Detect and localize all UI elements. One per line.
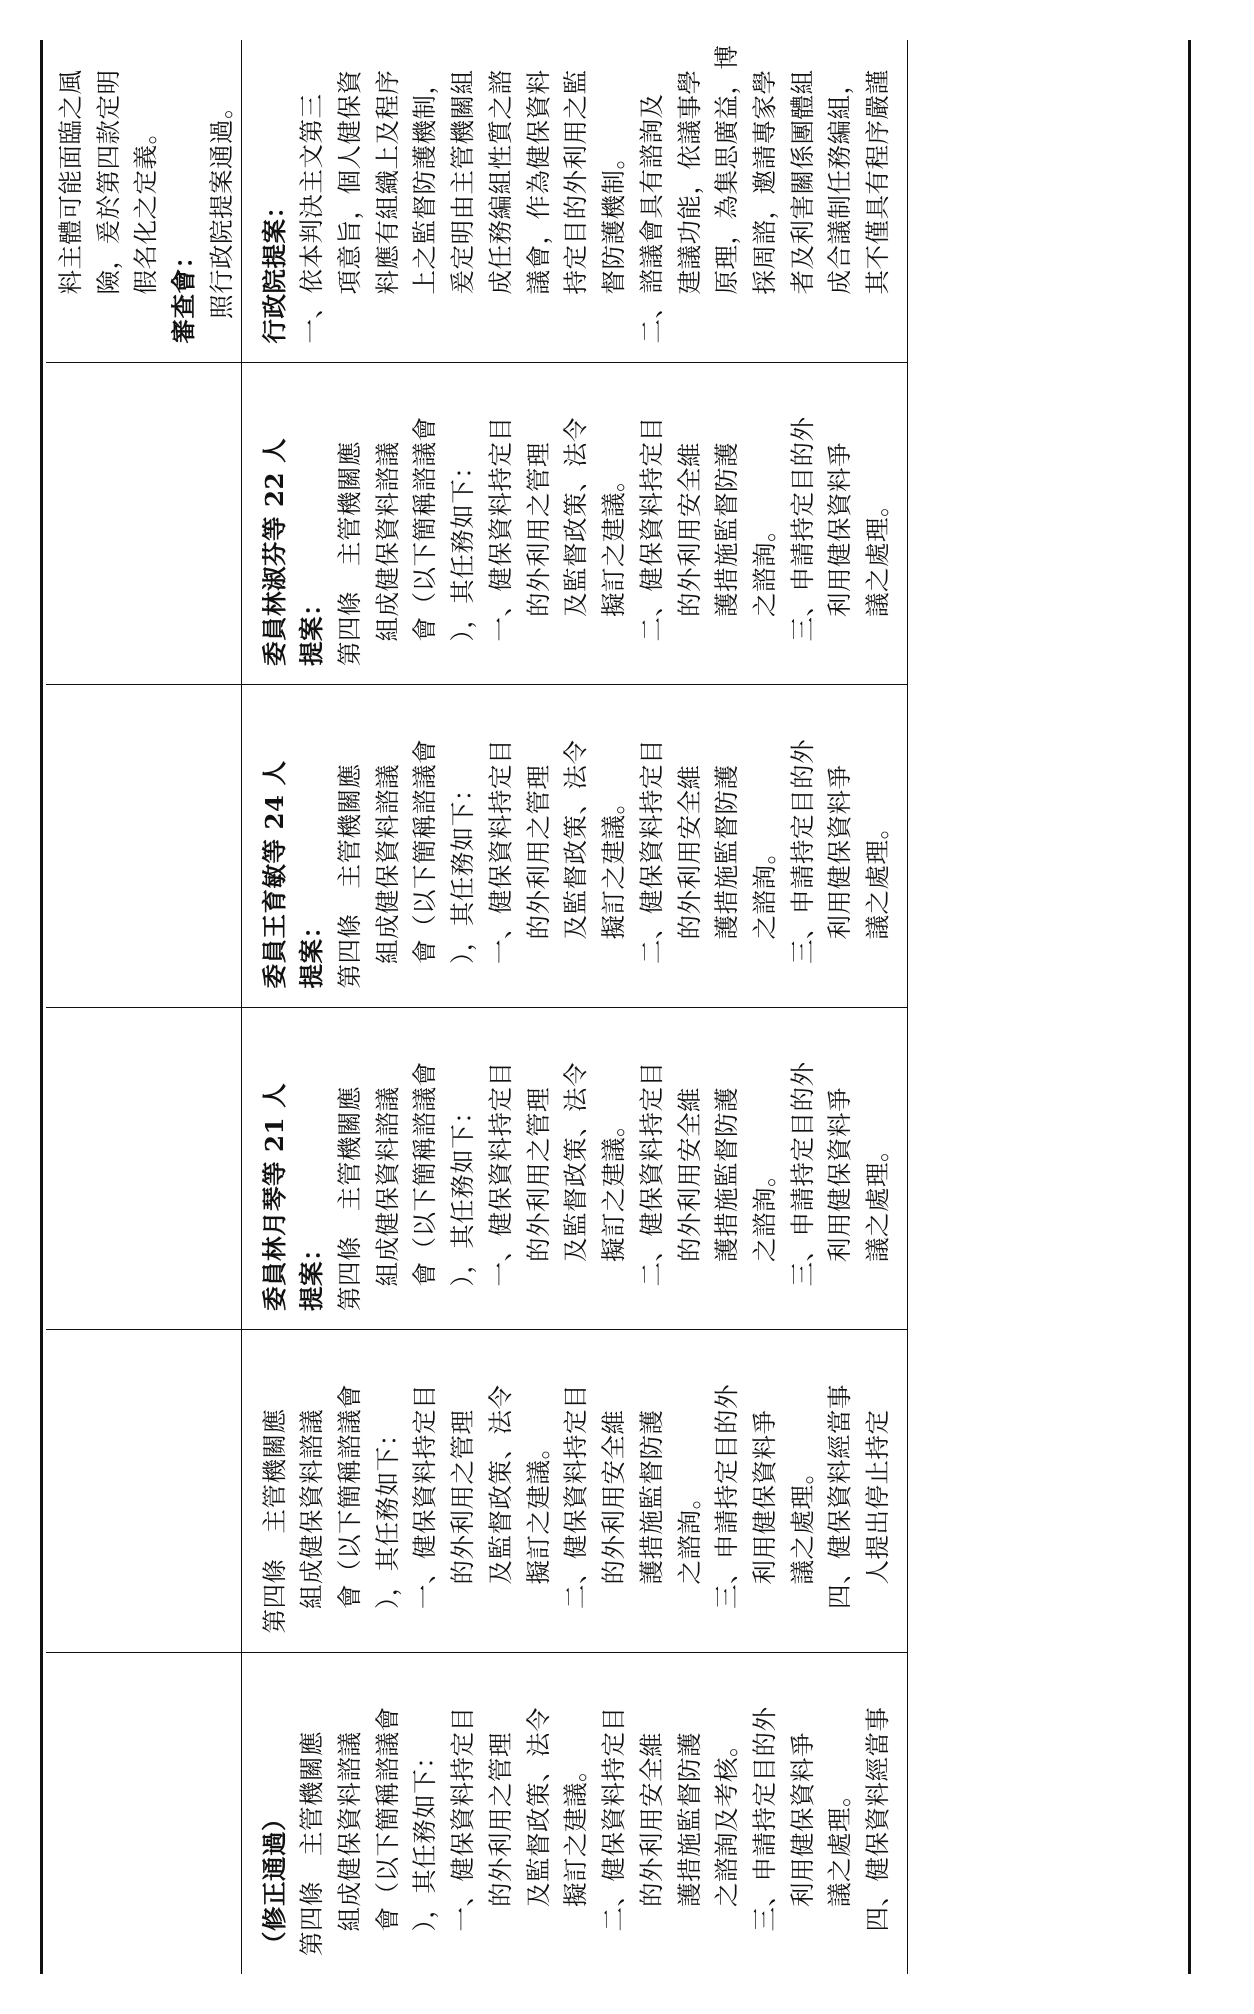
text-line: ），其任務如下： [448,453,478,642]
text-line: 一、健保資料持定目 [485,739,515,965]
note-line: 假名化之定義。 [131,119,161,295]
text-line: 會（以下簡稱諮議會 [410,1061,440,1287]
text-line: 其不僅具有程序嚴謹 [863,69,893,295]
top-rule [40,40,43,1974]
text-line: 上之監督防護機制， [410,69,440,295]
article-head: 第四條 主管機關應 [335,763,365,989]
text-line: 成任務編組性質之諮 [485,69,515,295]
text-line: 的外利用安全維 [674,442,704,618]
text-line: 組成健保資料諮議 [372,1086,402,1287]
text-line: 及監督政策、法令 [523,1707,553,1907]
column-heading: 委員王育敏等 24 人 [259,760,289,989]
review-text: 照行政院提案通過。 [206,94,236,320]
text-line: 的外利用安全維 [674,1087,704,1263]
article-head: 第四條 主管機關應 [297,1731,327,1956]
text-line: 四、健保資料經當事 [825,1384,855,1610]
text-line: 議之處理。 [863,492,893,618]
text-line: 之諮詢。 [749,839,779,940]
text-line: 三、申請持定目的外 [787,416,817,642]
article-row [241,40,907,1974]
review-label: 審查會： [169,243,199,344]
text-line: 議之處理。 [787,1459,817,1585]
article-head: 第四條 主管機關應 [335,1086,365,1312]
text-line: 及監督政策、法令 [561,1062,591,1263]
upper-empty-cell-3 [46,1007,241,1330]
column-proposal-wang-yu-min [241,685,907,1008]
column-subheading: 提案： [297,591,327,667]
column-current-law [241,1330,907,1653]
text-line: 二、健保資料持定目 [636,1061,666,1287]
text-line: 一、健保資料持定目 [485,1061,515,1287]
text-line: 之諮詢。 [749,517,779,618]
article-head: 第四條 主管機關應 [259,1408,289,1634]
text-line: 三、申請持定目的外 [787,1061,817,1287]
text-line: 擬訂之建議。 [599,789,629,940]
text-line: 三、申請持定目的外 [749,1706,779,1932]
text-line: 之諮詢。 [749,1162,779,1263]
text-line: 擬訂之建議。 [599,1112,629,1263]
text-line: 利用健保資料爭 [749,1409,779,1585]
text-line: 及監督政策、法令 [561,417,591,618]
text-line: ），其任務如下： [448,1098,478,1287]
note-line: 料主體可能面臨之風 [56,69,85,295]
text-line: 的外利用安全維 [599,1409,629,1585]
text-line: 護措施監督防護 [636,1409,666,1585]
text-line: 擬訂之建議。 [599,467,629,618]
text-line: 的外利用之管理 [448,1409,478,1585]
column-proposal-lin-yueh-chin [241,1007,907,1330]
text-line: ），其任務如下： [448,776,478,965]
text-line: 擬訂之建議。 [561,1757,591,1907]
column-executive-yuan-note [241,40,907,362]
text-line: 持定目的外利用之監 [561,69,591,295]
text-line: 建議功能，依議事學 [674,69,704,295]
text-line: 之諮詢及考核。 [712,1732,742,1907]
text-line: 組成健保資料諮議 [297,1409,327,1610]
text-line: 的外利用之管理 [523,442,553,618]
text-line: 利用健保資料爭 [825,1087,855,1263]
text-line: 利用健保資料爭 [825,764,855,940]
article-head: 第四條 主管機關應 [335,441,365,667]
text-line: 二、健保資料持定目 [599,1706,629,1932]
text-line: 護措施監督防護 [712,764,742,940]
upper-note-cell [46,40,241,362]
text-line: 議之處理。 [863,1137,893,1263]
text-line: 及監督政策、法令 [485,1384,515,1585]
text-line: 利用健保資料爭 [787,1732,817,1907]
text-line: 二、健保資料持定目 [636,739,666,965]
note-line: 險，爰於第四款定明 [93,69,123,295]
text-line: 護措施監督防護 [712,442,742,618]
text-line: 者及利害關係團體組 [787,69,817,295]
text-line: 督防護機制。 [599,144,629,295]
column-subheading: 提案： [297,1236,327,1312]
text-line: 的外利用安全維 [636,1732,666,1907]
text-line: 組成健保資料諮議 [372,441,402,642]
upper-empty-cell-1 [46,1652,241,1974]
text-line: 的外利用之管理 [485,1732,515,1907]
text-line: 三、申請持定目的外 [712,1384,742,1610]
text-line: 利用健保資料爭 [825,442,855,618]
text-line: 會（以下簡稱諮議會 [335,1384,365,1610]
text-line: 會（以下簡稱諮議會 [410,416,440,642]
text-line: 的外利用安全維 [674,764,704,940]
text-line: 護措施監督防護 [712,1087,742,1263]
text-line: 會（以下簡稱諮議會 [372,1706,402,1932]
column-heading: （修正通過） [259,1806,289,1956]
text-line: 及監督政策、法令 [561,739,591,940]
text-line: 一、健保資料持定目 [448,1706,478,1932]
text-line: 人提出停止持定 [863,1409,893,1585]
text-line: 原理，為集思廣益，博 [712,44,742,295]
text-line: 採周諮，邀請專家學 [749,69,779,295]
text-line: 一、健保資料持定目 [485,416,515,642]
text-line: 項意旨，個人健保資 [335,69,365,295]
text-line: 議之處理。 [825,1782,855,1907]
text-line: ），其任務如下： [410,1743,440,1932]
upper-empty-cell-4 [46,685,241,1008]
text-line: 一、依本判決主文第三 [297,93,327,344]
text-line: 一、健保資料持定目 [410,1384,440,1610]
continued-row [46,40,241,1974]
text-line: 料應有組織上及程序 [372,69,402,295]
text-line: 爰定明由主管機關組 [448,69,478,295]
text-line: 三、申請持定目的外 [787,739,817,965]
column-subheading: 提案： [297,913,327,989]
column-heading: 委員林月琴等 21 人 [259,1082,289,1312]
text-line: 二、健保資料持定目 [636,416,666,642]
text-line: 組成健保資料諮議 [372,764,402,965]
comparison-table [46,40,908,1974]
text-line: 的外利用之管理 [523,1087,553,1263]
column-heading: 行政院提案： [259,193,289,344]
bottom-rule [1188,40,1191,1974]
text-line: 四、健保資料經當事 [863,1706,893,1932]
upper-empty-cell-5 [46,362,241,685]
column-heading: 委員林淑芬等 22 人 [259,437,289,667]
upper-empty-cell-2 [46,1330,241,1653]
text-line: 議會，作為健保資料 [523,69,553,295]
text-line: 擬訂之建議。 [523,1434,553,1585]
text-line: 之諮詢。 [674,1484,704,1585]
column-passed [241,1652,907,1974]
text-line: 二、健保資料持定目 [561,1384,591,1610]
text-line: 成合議制任務編組， [825,69,855,295]
text-line: 二、諮議會具有諮詢及 [636,93,666,344]
text-line: 會（以下簡稱諮議會 [410,739,440,965]
column-proposal-lin-shu-fen [241,362,907,685]
text-line: 的外利用之管理 [523,764,553,940]
text-line: 議之處理。 [863,814,893,940]
text-line: ），其任務如下： [372,1421,402,1610]
text-line: 護措施監督防護 [674,1732,704,1907]
text-line: 組成健保資料諮議 [335,1731,365,1932]
